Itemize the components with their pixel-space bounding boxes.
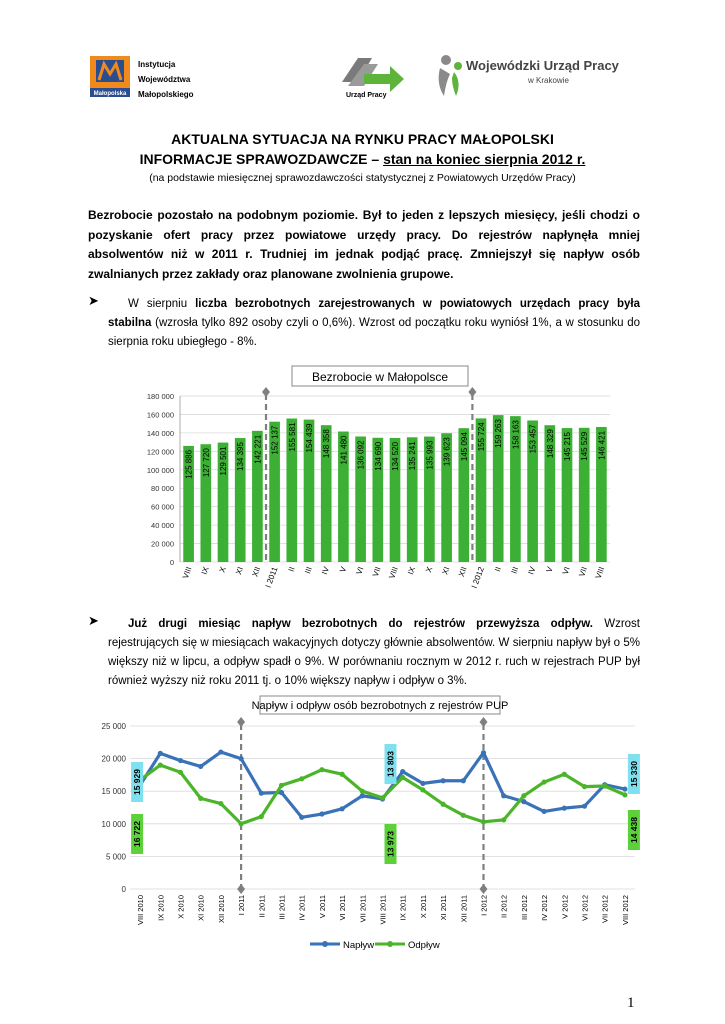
chart1-xtick: XI <box>440 565 452 576</box>
chart2-point <box>319 767 324 772</box>
chart1-ytick: 60 000 <box>151 502 174 512</box>
chart2-xtick: XI 2010 <box>196 895 206 921</box>
chart2-point <box>521 793 526 798</box>
chart2-point <box>279 783 284 788</box>
chart1-xtick: X <box>217 565 228 574</box>
chart2-point <box>582 804 587 809</box>
chart2-point <box>481 750 486 755</box>
chart2-xtick: VI 2011 <box>338 895 348 921</box>
chart2-point <box>198 796 203 801</box>
page-title: AKTUALNA SYTUACJA NA RYNKU PRACY MAŁOPOLSKI <box>171 131 554 147</box>
chart2-xtick: IX 2011 <box>398 895 408 921</box>
chart2-xtick: VI 2012 <box>580 895 590 921</box>
legend-odplyw-marker <box>387 941 393 947</box>
chart2-series-line-naplyw <box>140 752 625 817</box>
chart2-xtick: VII 2011 <box>358 895 368 923</box>
chart1-ytick: 180 000 <box>146 392 174 401</box>
chart1-xtick: X <box>423 565 435 574</box>
bullet-paragraph-2 <box>108 615 640 691</box>
chart2-point <box>400 769 405 774</box>
chart1-ytick: 100 000 <box>146 465 174 475</box>
chart1-ytick: 20 000 <box>151 539 174 549</box>
chart2-separator-marker <box>237 884 245 894</box>
chart1-bar-label: 135 241 <box>408 441 418 471</box>
chart2-point <box>562 772 567 777</box>
chart1-ytick: 120 000 <box>146 447 174 457</box>
chart2-point <box>622 786 627 791</box>
chart2-separator-marker <box>237 717 245 727</box>
chart1-bar-label: 141 480 <box>339 435 349 465</box>
bullet2-text: Wzrost rejestrujących się w miesiącach wakacyjnych dotyczy głównie absolwentów. W sierpniu napływ był o 5% większy niż w lipcu, a odpływ spadł o 9%. W porównaniu rocznym w 2012 r. ruch w rejestrach PUP był również wyższy niż roku 2011 tj. o 10% większy napływ i odpływ o 3%. <box>108 618 640 687</box>
chart1-bar-label: 148 329 <box>545 429 555 459</box>
chart1-xtick: IX <box>406 565 418 576</box>
chart2-xtick: I 2011 <box>237 895 247 916</box>
chart1-ytick: 80 000 <box>151 484 174 494</box>
chart1-xtick: I 2011 <box>263 565 280 590</box>
chart2-xtick: XI 2011 <box>439 895 449 921</box>
chart1-bar-label: 139 623 <box>442 437 452 467</box>
chart1-xtick: XII <box>456 565 469 578</box>
chart2-annotation-label: 13 973 <box>385 831 396 857</box>
chart2-point <box>218 749 223 754</box>
chart2-xtick: X 2011 <box>418 895 428 919</box>
chart1-bar-label: 145 215 <box>563 432 572 462</box>
chart2-series-line-odplyw <box>140 765 625 824</box>
chart2-xtick: V 2011 <box>317 895 327 919</box>
chart1-xtick: VI <box>354 565 366 576</box>
chart1-ytick: 140 000 <box>146 428 174 438</box>
chart2-ytick: 5 000 <box>105 852 126 862</box>
malopolska-logo-icon <box>88 54 132 98</box>
chart1-bar-label: 135 993 <box>425 440 435 470</box>
chart2-xtick: IV 2011 <box>297 895 307 921</box>
chart2-point <box>360 789 365 794</box>
logo1-line2: Województwa <box>138 75 191 84</box>
chart2-point <box>420 787 425 792</box>
legend-odplyw-label: Odpływ <box>408 940 440 951</box>
logo-badge-text: Małopolska <box>93 91 127 97</box>
lead-paragraph: Bezrobocie pozostało na podobnym poziomie. Był to jeden z lepszych miesięcy, jeśli chodzi o pozyskanie ofert pracy przez powiatowe urzędy pracy. Do rejestrów napłynęła mniej absolwentów niż w 2011 r. Trudniej im jednak podjąć pracę. Zmniejszył się napływ osób zwalnianych przez zakłady oraz planowane zwolnienia grupowe. <box>88 208 640 281</box>
chart2-point <box>239 756 244 761</box>
bullet1-text2: (wzrosła tylko 892 osoby czyli o 0,6%). Wzrost od początku roku wyniósł 1%, a w stosunku do sierpnia roku ubiegłego - 8%. <box>108 317 640 348</box>
legend-naplyw-label: Napływ <box>343 940 375 951</box>
chart2-ytick: 10 000 <box>101 819 126 829</box>
unemployment-bar-chart <box>116 362 616 592</box>
chart2-point <box>400 775 405 780</box>
chart2-ytick: 20 000 <box>101 754 126 764</box>
chart2-xtick: XII 2011 <box>459 895 469 923</box>
source-note: (na podstawie miesięcznej sprawozdawczości statystycznej z Powiatowych Urzędów Pracy) <box>149 172 576 184</box>
chart1-xtick: XII <box>250 565 263 578</box>
chart1-bar-label: 125 886 <box>184 449 194 479</box>
chart2-point <box>501 817 506 822</box>
chart2-title: Napływ i odpływ osób bezrobotnych z rejestrów PUP <box>251 700 509 712</box>
chart1-bar-label: 154 439 <box>305 423 314 453</box>
chart1-ytick: 160 000 <box>146 410 174 420</box>
chart1-bar-label: 134 690 <box>373 441 383 471</box>
chart2-point <box>602 783 607 788</box>
chart2-xtick: III 2012 <box>519 895 529 921</box>
chart2-point <box>441 778 446 783</box>
bullet-paragraph-1 <box>108 295 640 352</box>
chart1-bar-label: 134 520 <box>391 441 400 471</box>
chart2-point <box>420 781 425 786</box>
chart2-point <box>461 778 466 783</box>
chart1-separator-marker <box>262 387 270 397</box>
chart1-xtick: II <box>286 565 297 573</box>
chart1-bar-label: 148 358 <box>322 429 332 459</box>
chart2-point <box>501 793 506 798</box>
chart1-bar-label: 146 421 <box>597 430 607 460</box>
chart2-point <box>178 758 183 763</box>
chart2-point <box>340 806 345 811</box>
chart1-xtick: II <box>493 565 504 573</box>
chart1-xtick: IX <box>199 565 211 576</box>
chart1-xtick: VI <box>560 565 572 576</box>
chart1-xtick: V <box>337 565 349 574</box>
chart1-separator-marker <box>468 387 476 397</box>
chart1-bar-label: 158 163 <box>511 420 521 450</box>
chart2-point <box>299 815 304 820</box>
chart2-point <box>198 764 203 769</box>
chart1-ytick: 40 000 <box>151 521 174 531</box>
chart1-xtick: V <box>544 565 555 574</box>
chart2-point <box>461 813 466 818</box>
page-subtitle <box>0 151 725 167</box>
chart2-separator-marker <box>480 717 488 727</box>
chart1-bar-label: 129 501 <box>219 446 228 476</box>
chart2-point <box>158 763 163 768</box>
chart2-xtick: II 2012 <box>499 895 509 918</box>
chart2-annotation-label: 16 722 <box>132 821 143 847</box>
chart2-point <box>481 819 486 824</box>
chart2-point <box>582 784 587 789</box>
chart1-bar-label: 159 263 <box>494 419 504 449</box>
inflow-outflow-line-chart <box>100 692 650 962</box>
chart1-xtick: I 2012 <box>469 565 486 590</box>
chart2-point <box>239 821 244 826</box>
chart1-bar-label: 134 395 <box>236 442 246 471</box>
chart1-bar-label: 152 137 <box>270 425 280 455</box>
chart2-xtick: VIII 2010 <box>136 895 146 926</box>
chart1-title: Bezrobocie w Małopolsce <box>311 370 449 384</box>
chart1-xtick: VIII <box>180 565 194 580</box>
chart2-xtick: VIII 2011 <box>378 895 388 925</box>
chart1-ytick: 0 <box>169 558 174 567</box>
chart2-point <box>319 811 324 816</box>
chart2-point <box>360 793 365 798</box>
chart1-bar-label: 127 720 <box>201 448 211 478</box>
chart2-point <box>380 795 385 800</box>
chart2-point <box>259 791 264 796</box>
wup-name: Wojewódzki Urząd Pracy <box>466 58 619 73</box>
subtitle-part-b: stan na koniec sierpnia 2012 r. <box>383 151 586 167</box>
bullet2-bold: Już drugi miesiąc napływ bezrobotnych do rejestrów przewyższa odpływ. <box>128 618 593 630</box>
chart2-annotation-label: 13 803 <box>385 751 396 777</box>
chart1-xtick: IV <box>526 565 538 576</box>
chart1-xtick: VII <box>577 565 590 578</box>
wup-city: w Krakowie <box>528 76 569 85</box>
logo1-line1: Instytucja <box>138 60 176 69</box>
chart2-point <box>542 809 547 814</box>
chart2-point <box>158 751 163 756</box>
chart2-ytick: 0 <box>121 885 126 894</box>
chart1-xtick: IV <box>320 565 332 576</box>
chart2-point <box>562 806 567 811</box>
chart1-bar-label: 155 581 <box>287 422 297 452</box>
chart2-annotation-label: 15 929 <box>132 769 143 795</box>
chart2-xtick: IV 2012 <box>540 895 550 921</box>
chart2-point <box>622 792 627 797</box>
chart1-bar-label: 155 724 <box>477 422 486 452</box>
chart2-xtick: V 2012 <box>560 895 570 919</box>
logo1-line3: Małopolskiego <box>138 90 194 99</box>
chart1-bar-label: 142 221 <box>253 434 263 464</box>
chart2-ytick: 15 000 <box>101 787 126 797</box>
chart2-xtick: X 2010 <box>176 895 186 919</box>
chart2-xtick: VII 2012 <box>600 895 610 923</box>
chart2-point <box>178 770 183 775</box>
subtitle-part-a: INFORMACJE SPRAWOZDAWCZE – <box>139 151 384 167</box>
chart1-xtick: VIII <box>387 565 400 580</box>
chart1-xtick: XI <box>234 565 246 576</box>
chart2-xtick: VIII 2012 <box>620 895 630 926</box>
bullet1-text1: W sierpniu <box>128 298 196 310</box>
chart2-xtick: II 2011 <box>257 895 267 918</box>
page-number: 1 <box>627 995 635 1011</box>
chart2-xtick: XII 2010 <box>216 895 226 923</box>
chart2-xtick: IX 2010 <box>156 895 166 921</box>
chart2-point <box>340 772 345 777</box>
chart2-point <box>542 779 547 784</box>
chart1-xtick: III <box>303 565 314 575</box>
chart1-bar-label: 145 529 <box>580 431 590 461</box>
chart2-separator-marker <box>480 884 488 894</box>
chart2-xtick: I 2012 <box>479 895 489 916</box>
urzad-pracy-label: Urząd Pracy <box>346 92 387 99</box>
chart2-point <box>218 801 223 806</box>
chart2-annotation-label: 14 438 <box>628 817 639 843</box>
chart2-annotation-label: 15 330 <box>628 761 639 787</box>
chart1-xtick: III <box>509 565 521 575</box>
arrow-bullet-icon: ➤ <box>88 613 99 628</box>
chart1-bar-label: 145 094 <box>459 432 469 462</box>
legend-naplyw-marker <box>322 941 328 947</box>
chart1-xtick: VIII <box>593 565 607 580</box>
arrow-bullet-icon: ➤ <box>88 293 99 308</box>
chart1-xtick: VII <box>370 565 383 578</box>
bullet1-bold: liczba bezrobotnych zarejestrowanych w powiatowych urzędach pracy była stabilna <box>108 298 640 329</box>
chart1-bar-label: 153 457 <box>528 424 538 454</box>
chart2-point <box>259 814 264 819</box>
chart2-point <box>299 776 304 781</box>
chart2-xtick: III 2011 <box>277 895 287 920</box>
chart1-bar-label: 136 092 <box>356 440 366 470</box>
chart2-point <box>441 802 446 807</box>
chart2-ytick: 25 000 <box>101 722 126 731</box>
